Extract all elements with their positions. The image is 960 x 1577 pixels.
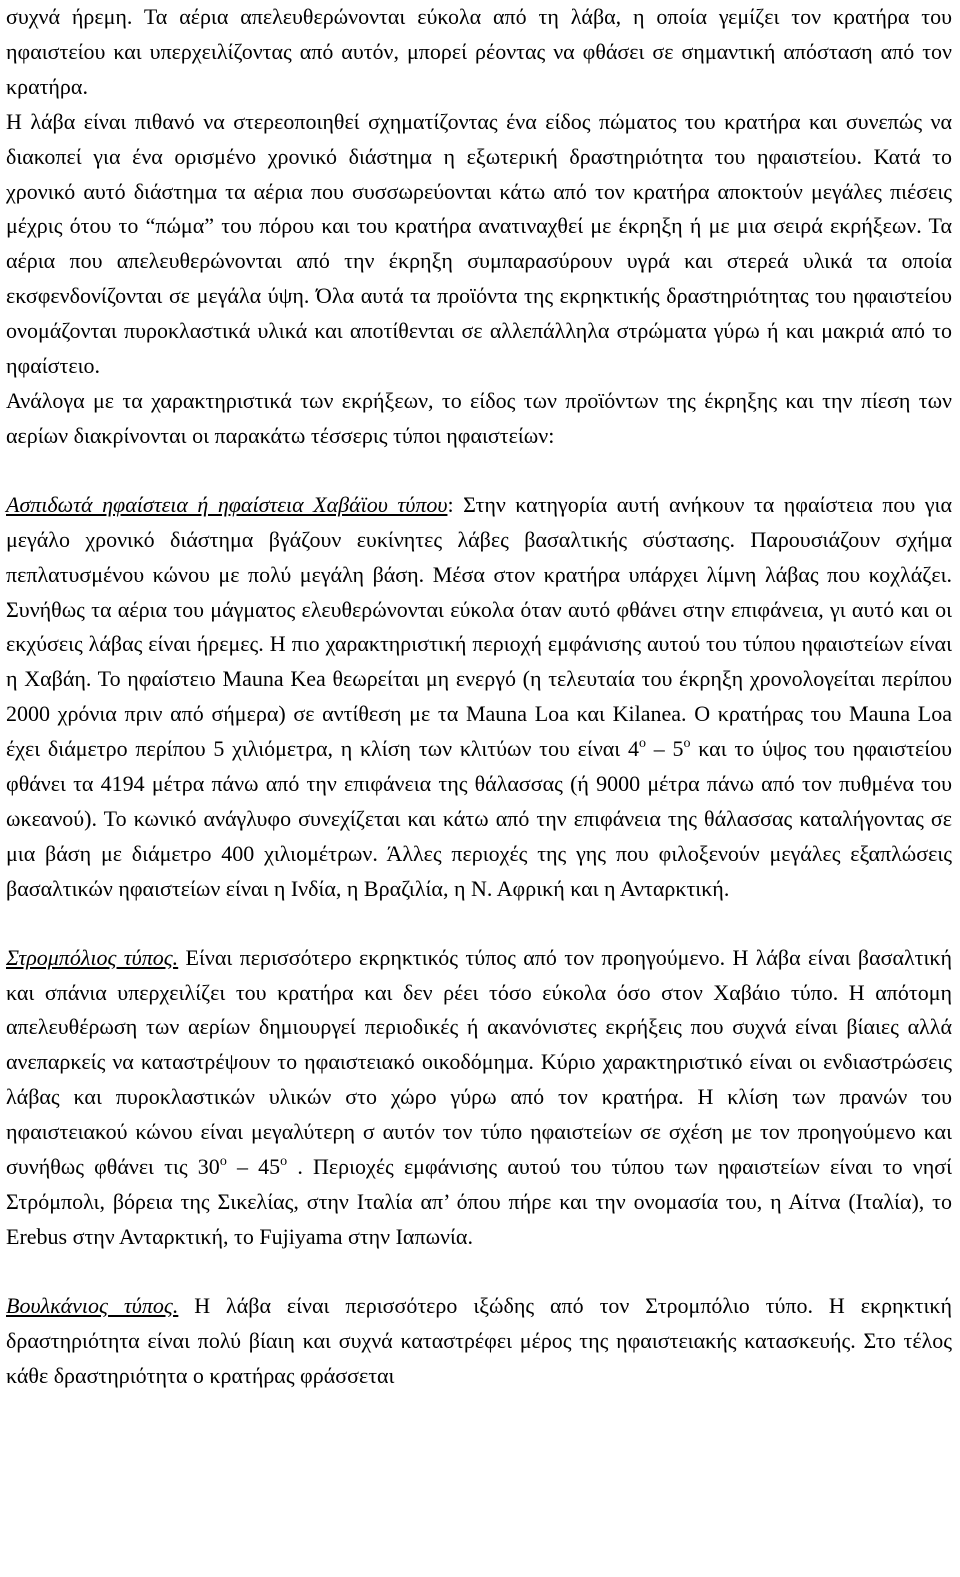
paragraph-text: Ανάλογα με τα χαρακτηριστικά των εκρήξεων, το είδος των προϊόντων της έκρηξης και την πίεση των αερίων διακρίνονται οι παρακάτω τέσσερις τύποι ηφαιστείων: <box>6 387 952 448</box>
paragraph-gap <box>6 1255 952 1289</box>
degree-sign: ο <box>683 736 691 752</box>
vulcanian-section <box>6 1289 952 1394</box>
paragraph-text: συχνά ήρεμη. Τα αέρια απελευθερώνονται εύκολα από τη λάβα, η οποία γεμίζει τον κρατήρα του ηφαιστείου και υπερχειλίζοντας από αυτόν, μπορεί ρέοντας να φθάσει σε σημαντική απόσταση από τον κρατήρα. <box>6 4 952 99</box>
section-text: Η λάβα είναι περισσότερο ιξώδης από τον Στρομπόλιο τύπο. Η εκρηκτική δραστηριότητα είναι πολύ βίαιη και συχνά καταστρέφει μέρος της ηφαιστειακής κατασκευής. Στο τέλος κάθε δραστηριότητα ο κρατήρας φράσσεται <box>6 1292 952 1388</box>
section-text: : Στην κατηγορία αυτή ανήκουν τα ηφαίστεια που για μεγάλο χρονικό διάστημα βγάζουν ευκίνητες λάβες βασαλτικής σύστασης. Παρουσιάζουν σχήμα πεπλατυσμένου κώνου με πολύ μεγάλη βάση. Μέσα στον κρατήρα υπάρχει λίμνη λάβας που κοχλάζει. Συνήθως τα αέρια του μάγματος ελευθερώνονται εύκολα όταν αυτό φθάνει στην επιφάνεια, γι αυτό και οι εκχύσεις λάβας είναι ήρεμες. Η πιο χαρακτηριστική περιοχή εμφάνισης αυτού του τύπου ηφαιστείων είναι η Χαβάη. Το ηφαίστειο Mauna Kea θεωρείται μη ενεργό (η τελευταία του έκρηξη χρονολογείται περίπου 2000 χρόνια πριν από σήμερα) σε αντίθεση με τα Mauna Loa και Kilanea. Ο κρατήρας του Mauna Loa έχει διάμετρο περίπου 5 χιλιόμετρα, η κλίση των κλιτύων του είναι 4 <box>6 491 952 762</box>
section-text: – 45 <box>226 1154 281 1180</box>
section-text: Είναι περισσότερο εκρηκτικός τύπος από τον προηγούμενο. Η λάβα είναι βασαλτική και σπάνια υπερχειλίζει του κρατήρα και δεν ρέει τόσο εύκολα όσο στον Χαβάιο τύπο. Η απότομη απελευθέρωση των αερίων δημιουργεί περιοδικές ή ακανόνιστες εκρήξεις που συχνά είναι βίαιες αλλά ανεπαρκείς να καταστρέψουν το ηφαιστειακό οικοδόμημα. Κύριο χαρακτηριστικό είναι οι ενδιαστρώσεις λάβας και πυροκλαστικών υλικών στο χώρο γύρω από τον κρατήρα. Η κλίση των πρανών του ηφαιστειακού κώνου είναι μεγαλύτερη σ αυτόν τον τύπο ηφαιστείων σε σχέση με τον προηγούμενο και συνήθως φθάνει τις 30 <box>6 944 952 1180</box>
vulcanian-heading: Βουλκάνιος τύπος. <box>6 1292 179 1318</box>
section-text: – 5 <box>645 736 684 762</box>
shield-volcano-heading: Ασπιδωτά ηφαίστεια ή ηφαίστεια Χαβάϊου τύπου <box>6 491 448 517</box>
section-text: και το ύψος του ηφαιστείου φθάνει τα 4194 μέτρα πάνω από την επιφάνεια της θάλασσας (ή 9000 μέτρα πάνω από τον πυθμένα του ωκεανού). Το κωνικό ανάγλυφο συνεχίζεται και κάτω από την επιφάνεια της θάλασσας καταλήγοντας σε μια βάση με διάμετρο 400 χιλιομέτρων. Άλλες περιοχές της γης που φιλοξενούν μεγάλες εξαπλώσεις βασαλτικών ηφαιστείων είναι η Ινδία, η Βραζιλία, η Ν. Αφρική και η Ανταρκτική. <box>6 736 953 901</box>
strombolian-section <box>6 941 952 1255</box>
lava-plug-paragraph <box>6 105 952 384</box>
intro-paragraph-continuation <box>6 0 952 105</box>
degree-sign: ο <box>280 1154 288 1170</box>
strombolian-heading: Στρομπόλιος τύπος. <box>6 944 179 970</box>
paragraph-gap <box>6 454 952 488</box>
volcano-types-intro <box>6 384 952 454</box>
degree-sign: ο <box>638 736 646 752</box>
paragraph-gap <box>6 907 952 941</box>
degree-sign: ο <box>219 1154 227 1170</box>
shield-volcano-section <box>6 488 952 907</box>
paragraph-text: Η λάβα είναι πιθανό να στερεοποιηθεί σχηματίζοντας ένα είδος πώματος του κρατήρα και συνεπώς να διακοπεί για ένα ορισμένο χρονικό διάστημα η εξωτερική δραστηριότητα του ηφαιστείου. Κατά το χρονικό αυτό διάστημα τα αέρια που συσσωρεύονται κάτω από τον κρατήρα αποκτούν μεγάλες πιέσεις μέχρις ότου το “πώμα” του πόρου και του κρατήρα ανατιναχθεί με έκρηξη ή με μια σειρά εκρήξεων. Τα αέρια που απελευθερώνονται από την έκρηξη συμπαρασύρουν υγρά και στερεά υλικά τα οποία εκσφενδονίζονται σε μεγάλα ύψη. Όλα αυτά τα προϊόντα της εκρηκτικής δραστηριότητας του ηφαιστείου ονομάζονται πυροκλαστικά υλικά και αποτίθενται σε αλλεπάλληλα στρώματα γύρω ή και μακριά από το ηφαίστειο. <box>6 108 952 379</box>
document-page <box>6 0 952 1394</box>
section-text: . Περιοχές εμφάνισης αυτού του τύπου των ηφαιστείων είναι το νησί Στρόμπολι, βόρεια της Σικελίας, στην Ιταλία απ’ όπου πήρε και την ονομασία του, η Αίτνα (Ιταλία), το Erebus στην Ανταρκτική, το Fujiyama στην Ιαπωνία. <box>6 1154 952 1249</box>
